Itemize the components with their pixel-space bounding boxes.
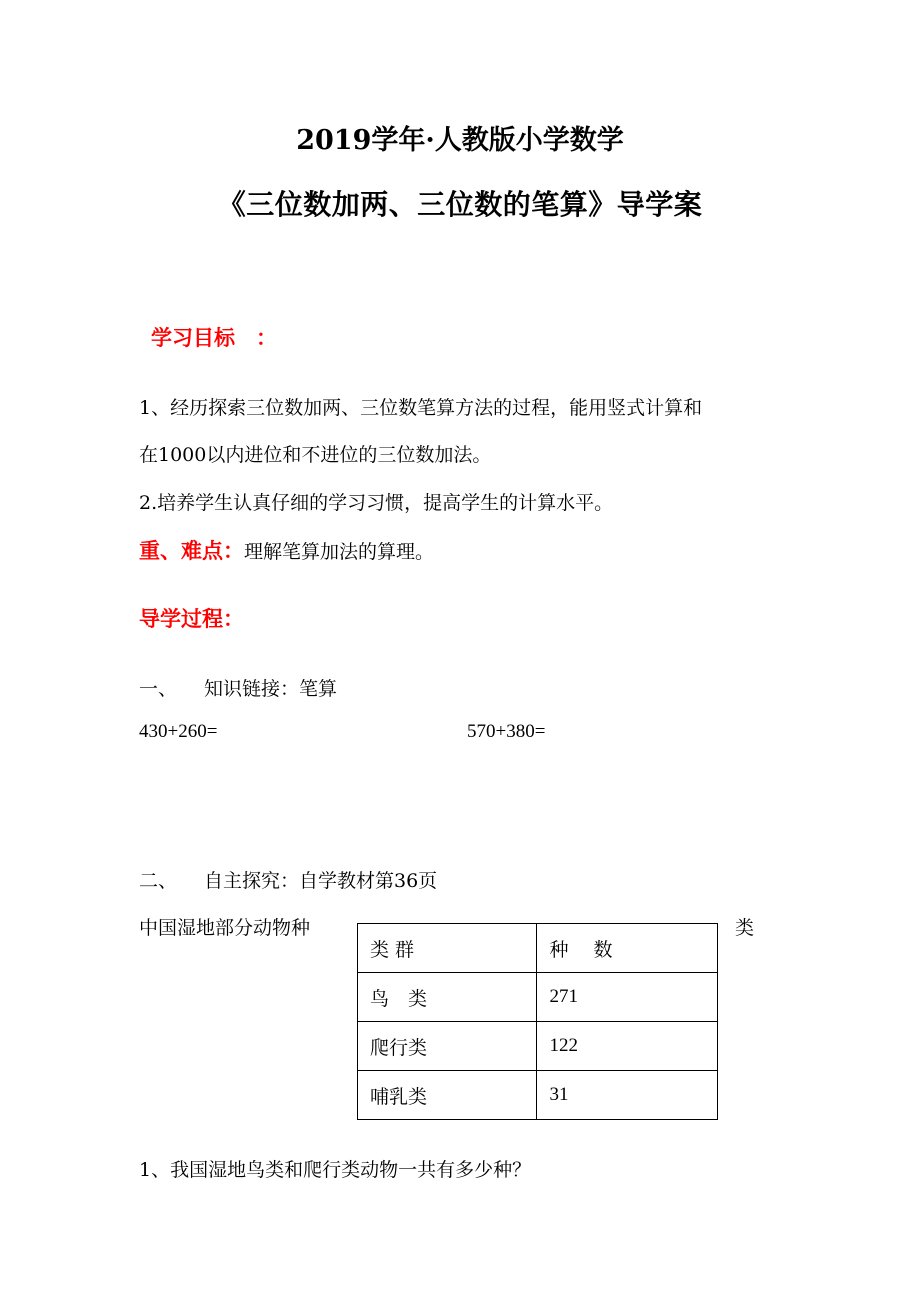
row-group: 鸟 类 (358, 973, 537, 1022)
section1-title: 知识链接：笔算 (204, 678, 338, 700)
table-row (358, 1022, 718, 1071)
section2-title: 自主探究：自学教材第36页 (204, 870, 438, 892)
document-subtitle: 《三位数加两、三位数的笔算》导学案 (217, 188, 703, 221)
row-group: 爬行类 (358, 1022, 537, 1071)
exercise-2: 570+380= (467, 721, 546, 742)
key-points-label: 重、难点： (139, 539, 244, 563)
objective-1-line1: 1、经历探索三位数加两、三位数笔算方法的过程，能用竖式计算和 (139, 397, 703, 419)
key-points (139, 535, 434, 565)
row-count: 31 (537, 1071, 718, 1120)
table-header-row (358, 924, 718, 973)
header-count: 种 数 (537, 924, 718, 973)
objective-2: 2.培养学生认真仔细的学习习惯，提高学生的计算水平。 (139, 492, 614, 514)
objectives-heading: 学习目标 ： (151, 326, 277, 350)
table-row (358, 973, 718, 1022)
key-points-text: 理解笔算加法的算理。 (244, 541, 435, 563)
section2-number: 二、 (139, 870, 178, 892)
table-caption-left: 中国湿地部分动物种 (139, 917, 311, 939)
table-row (358, 1071, 718, 1120)
process-heading: 导学过程： (139, 607, 244, 631)
objective-1-line2: 在1000以内进位和不进位的三位数加法。 (139, 444, 492, 466)
exercise-1: 430+260= (139, 721, 218, 742)
document-title: 2019学年·人教版小学数学 (296, 125, 624, 156)
table-caption-right: 类 (735, 917, 755, 939)
section1-number: 一、 (139, 678, 178, 700)
row-count: 122 (537, 1022, 718, 1071)
question-1: 1、我国湿地鸟类和爬行类动物一共有多少种？ (139, 1159, 532, 1181)
row-group: 哺乳类 (358, 1071, 537, 1120)
header-group: 类 群 (358, 924, 537, 973)
animal-species-table (357, 923, 718, 1120)
row-count: 271 (537, 973, 718, 1022)
